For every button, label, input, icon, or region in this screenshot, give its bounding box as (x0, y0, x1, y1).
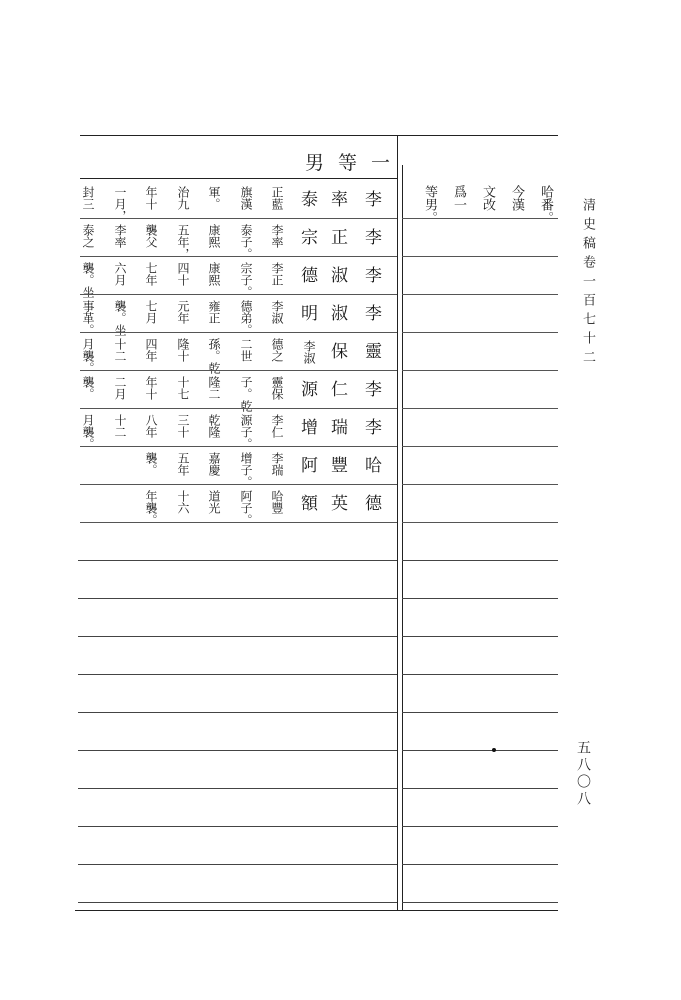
table-top-rule (80, 135, 558, 136)
name-char: 額 (297, 494, 317, 511)
name-char: 源 (297, 380, 317, 397)
detail-column: 嘉慶 (207, 452, 221, 476)
empty-row-rule-right (402, 674, 558, 675)
row-rule (80, 294, 397, 295)
detail-column: 雍正 (207, 300, 221, 324)
table-divider (397, 135, 398, 910)
empty-row-rule-right (402, 560, 558, 561)
empty-row-rule (78, 712, 397, 713)
detail-column: 宗子。 (239, 262, 253, 298)
name-char: 英 (327, 494, 347, 511)
detail-column: 月襲。 (81, 414, 95, 450)
detail-column: 孫。乾 (207, 338, 221, 374)
detail-column: 十二 (113, 414, 127, 438)
table-title (305, 148, 404, 175)
detail-column: 康熙 (207, 224, 221, 248)
detail-column: 十二 (113, 338, 127, 362)
empty-row-rule-right (402, 636, 558, 637)
row-rule (80, 522, 397, 523)
detail-column: 十七 (176, 376, 190, 400)
row-rule (80, 446, 397, 447)
detail-column: 治九 (176, 186, 190, 210)
header-bottom-rule (80, 178, 397, 179)
name-char: 李 (361, 228, 381, 245)
detail-column: 靈保 (270, 376, 284, 400)
detail-column: 乾隆 (207, 414, 221, 438)
detail-column: 元年 (176, 300, 190, 324)
detail-column: 隆十 (176, 338, 190, 362)
detail-column: 李瑞 (270, 452, 284, 476)
note-column: 文改 (480, 185, 495, 211)
name-char: 明 (297, 304, 317, 321)
name-char: 宗 (297, 228, 317, 245)
row-rule-right (402, 218, 558, 219)
detail-column: 哈豐 (270, 490, 284, 514)
detail-column: 德之 (270, 338, 284, 362)
name-char: 淑 (327, 266, 347, 283)
name-char: 德 (297, 266, 317, 283)
name-char: 李 (361, 190, 381, 207)
detail-column: 年襲。 (144, 490, 158, 526)
detail-column: 李率 (113, 224, 127, 248)
detail-column: 阿子。 (239, 490, 253, 526)
empty-row-rule-right (402, 712, 558, 713)
detail-column: 軍。 (207, 186, 221, 210)
page-number: 五八〇八 (575, 740, 591, 808)
table-bottom-rule (75, 910, 558, 911)
detail-column: 四十 (176, 262, 190, 286)
detail-column: 隆二 (207, 376, 221, 400)
detail-column: 正藍 (270, 186, 284, 210)
empty-row-rule (78, 636, 397, 637)
empty-row-rule-right (402, 598, 558, 599)
row-rule (80, 484, 397, 485)
detail-column: 年十 (144, 186, 158, 210)
empty-row-rule-right (402, 788, 558, 789)
detail-column: 李率 (270, 224, 284, 248)
detail-column: 四年 (144, 338, 158, 362)
row-rule-right (402, 484, 558, 485)
detail-column: 康熙 (207, 262, 221, 286)
note-column: 爲一 (451, 185, 466, 211)
name-char: 正 (327, 228, 347, 245)
row-rule-right (402, 332, 558, 333)
row-rule-right (402, 408, 558, 409)
name-char: 靈 (361, 342, 381, 359)
row-rule-right (402, 370, 558, 371)
detail-column: 道光 (207, 490, 221, 514)
detail-column: 泰子。 (239, 224, 253, 260)
detail-column: 一月， (113, 186, 127, 222)
empty-row-rule (78, 750, 397, 751)
note-column: 等男。 (422, 185, 437, 224)
empty-row-rule (78, 826, 397, 827)
name-char: 瑞 (327, 418, 347, 435)
empty-row-rule-right (402, 864, 558, 865)
detail-column: 二世 (239, 338, 253, 362)
empty-row-rule (78, 598, 397, 599)
detail-column: 三十 (176, 414, 190, 438)
note-column: 哈番。 (538, 185, 553, 224)
detail-column: 德弟。 (239, 300, 253, 336)
detail-column: 襲。坐 (113, 300, 127, 336)
name-char: 泰 (297, 190, 317, 207)
table-divider-inner (402, 165, 403, 910)
empty-row-rule (78, 864, 397, 865)
detail-column: 增子。 (239, 452, 253, 488)
detail-column: 五年 (176, 452, 190, 476)
detail-column: 二月 (113, 376, 127, 400)
name-char: 阿 (297, 456, 317, 473)
name-char: 李淑 (302, 340, 316, 364)
name-char: 增 (297, 418, 317, 435)
detail-column: 襲。 (81, 376, 95, 400)
row-rule-right (402, 294, 558, 295)
detail-column: 襲。 (144, 452, 158, 476)
name-char: 德 (361, 494, 381, 511)
detail-column: 十六 (176, 490, 190, 514)
detail-column: 七年 (144, 262, 158, 286)
empty-row-rule-right (402, 902, 558, 903)
detail-column: 月襲。 (81, 338, 95, 374)
row-rule (80, 370, 397, 371)
row-rule (80, 408, 397, 409)
detail-column: 封三 (81, 186, 95, 210)
detail-column: 旗漢 (239, 186, 253, 210)
name-char: 哈 (361, 456, 381, 473)
empty-row-rule-right (402, 826, 558, 827)
name-char: 李 (361, 418, 381, 435)
table-title-text: 男等一 (305, 152, 405, 174)
empty-row-rule-right (402, 750, 558, 751)
detail-column: 七月 (144, 300, 158, 324)
row-rule-right (402, 522, 558, 523)
ink-mark (492, 748, 496, 752)
row-rule (80, 256, 397, 257)
name-char: 保 (327, 342, 347, 359)
detail-column: 襲父 (144, 224, 158, 248)
detail-column: 襲。坐 (81, 262, 95, 298)
empty-row-rule (78, 674, 397, 675)
row-rule (80, 218, 397, 219)
detail-column: 事革。 (81, 300, 95, 336)
detail-column: 泰之 (81, 224, 95, 248)
detail-column: 年十 (144, 376, 158, 400)
detail-column: 李正 (270, 262, 284, 286)
name-char: 淑 (327, 304, 347, 321)
detail-column: 子。乾 (239, 376, 253, 412)
name-char: 李 (361, 266, 381, 283)
book-title: 清史稿卷一百七十二 (580, 198, 595, 369)
detail-column: 源子。 (239, 414, 253, 450)
name-char: 仁 (327, 380, 347, 397)
row-rule-right (402, 256, 558, 257)
note-column: 今漢 (509, 185, 524, 211)
detail-column: 八年 (144, 414, 158, 438)
empty-row-rule (78, 788, 397, 789)
empty-row-rule (78, 902, 397, 903)
row-rule (80, 332, 397, 333)
name-char: 李 (361, 304, 381, 321)
detail-column: 李仁 (270, 414, 284, 438)
detail-column: 六月 (113, 262, 127, 286)
name-char: 豐 (327, 456, 347, 473)
detail-column: 五年， (176, 224, 190, 260)
name-char: 李 (361, 380, 381, 397)
row-rule-right (402, 446, 558, 447)
name-char: 率 (327, 190, 347, 207)
empty-row-rule (78, 560, 397, 561)
detail-column: 李淑 (270, 300, 284, 324)
